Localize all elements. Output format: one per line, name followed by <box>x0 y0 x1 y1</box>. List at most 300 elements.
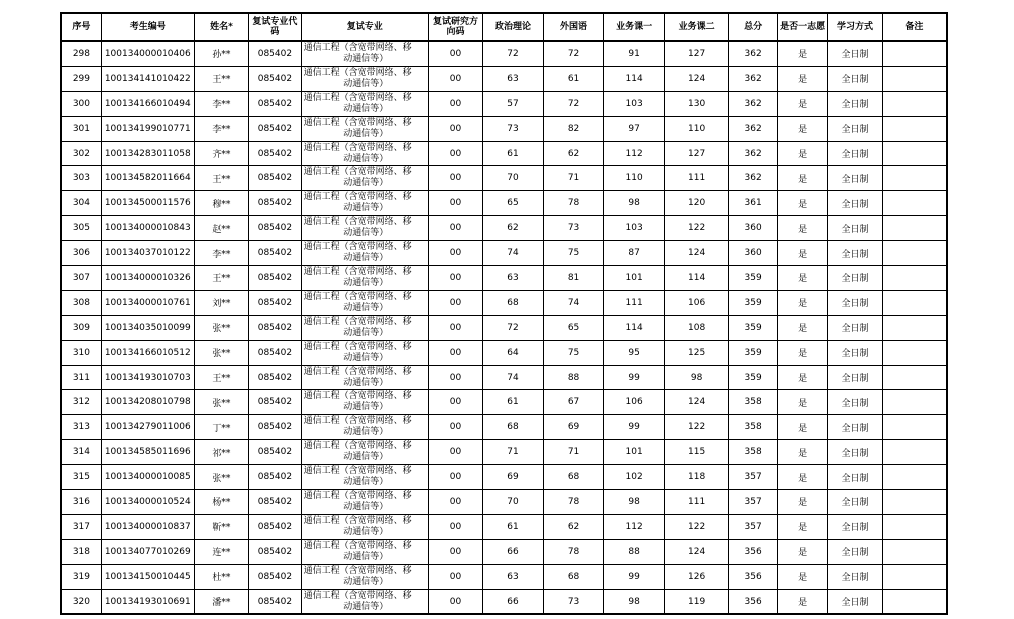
foreign-language-score-cell: 73 <box>543 589 604 614</box>
first-choice-cell: 是 <box>777 440 827 465</box>
remarks-cell <box>882 340 947 365</box>
major-cell <box>301 589 428 614</box>
direction-code-cell: 00 <box>428 365 482 390</box>
first-choice-cell: 是 <box>777 141 827 166</box>
major-line-two: 动通信等） <box>343 402 389 413</box>
first-choice-cell: 是 <box>777 290 827 315</box>
politics-score-cell: 63 <box>483 564 544 589</box>
course-one-score-cell: 101 <box>604 440 665 465</box>
exam-id-cell: 100134000010843 <box>101 216 194 241</box>
total-score-cell: 362 <box>729 116 777 141</box>
major-cell <box>301 241 428 266</box>
exam-id-cell: 100134283011058 <box>101 141 194 166</box>
course-one-score-cell: 88 <box>604 539 665 564</box>
politics-score-cell: 66 <box>483 589 544 614</box>
direction-code-cell: 00 <box>428 216 482 241</box>
major-code-cell: 085402 <box>249 141 301 166</box>
major-code-cell: 085402 <box>249 266 301 291</box>
table-row <box>61 415 947 440</box>
politics-score-cell: 68 <box>483 415 544 440</box>
course-two-score-cell: 122 <box>664 415 729 440</box>
major-line-one: 通信工程（含宽带网络、移 <box>303 67 412 78</box>
major-line-two: 动通信等） <box>343 53 389 64</box>
course-two-score-cell: 122 <box>664 216 729 241</box>
course-two-score-cell: 124 <box>664 66 729 91</box>
direction-code-cell: 00 <box>428 166 482 191</box>
total-score-cell: 356 <box>729 564 777 589</box>
direction-code-cell: 00 <box>428 465 482 490</box>
foreign-language-score-cell: 61 <box>543 66 604 91</box>
total-score-cell: 360 <box>729 216 777 241</box>
major-line-two: 动通信等） <box>343 477 389 488</box>
remarks-cell <box>882 241 947 266</box>
major-cell <box>301 340 428 365</box>
major-cell <box>301 41 428 66</box>
major-line-one: 通信工程（含宽带网络、移 <box>303 142 412 153</box>
course-two-score-cell: 124 <box>664 390 729 415</box>
politics-score-cell: 61 <box>483 390 544 415</box>
remarks-cell <box>882 266 947 291</box>
study-mode-cell: 全日制 <box>828 490 882 515</box>
seq-cell: 307 <box>61 266 101 291</box>
foreign-language-score-cell: 62 <box>543 141 604 166</box>
foreign-language-score-cell: 62 <box>543 514 604 539</box>
major-line-two: 动通信等） <box>343 551 389 562</box>
foreign-language-score-cell: 67 <box>543 390 604 415</box>
direction-code-cell: 00 <box>428 41 482 66</box>
table-row <box>61 41 947 66</box>
course-two-score-cell: 106 <box>664 290 729 315</box>
study-mode-cell: 全日制 <box>828 365 882 390</box>
politics-score-cell: 74 <box>483 241 544 266</box>
major-line-one: 通信工程（含宽带网络、移 <box>303 466 412 477</box>
direction-code-cell: 00 <box>428 514 482 539</box>
major-line-one: 通信工程（含宽带网络、移 <box>303 266 412 277</box>
foreign-language-score-cell: 78 <box>543 191 604 216</box>
course-one-score-cell: 98 <box>604 490 665 515</box>
major-code-cell: 085402 <box>249 41 301 66</box>
course-one-score-cell: 101 <box>604 266 665 291</box>
study-mode-cell: 全日制 <box>828 141 882 166</box>
politics-score-cell: 63 <box>483 66 544 91</box>
seq-cell: 311 <box>61 365 101 390</box>
remarks-cell <box>882 116 947 141</box>
seq-cell: 299 <box>61 66 101 91</box>
study-mode-cell: 全日制 <box>828 191 882 216</box>
study-mode-cell: 全日制 <box>828 266 882 291</box>
total-score-cell: 362 <box>729 41 777 66</box>
foreign-language-score-cell: 72 <box>543 91 604 116</box>
name-cell: 杨** <box>194 490 248 515</box>
name-cell: 张** <box>194 390 248 415</box>
first-choice-cell: 是 <box>777 91 827 116</box>
major-line-one: 通信工程（含宽带网络、移 <box>303 490 412 501</box>
total-score-cell: 359 <box>729 365 777 390</box>
total-score-cell: 362 <box>729 141 777 166</box>
exam-id-cell: 100134037010122 <box>101 241 194 266</box>
remarks-cell <box>882 589 947 614</box>
course-two-score-cell: 124 <box>664 241 729 266</box>
study-mode-cell: 全日制 <box>828 116 882 141</box>
foreign-language-score-cell: 71 <box>543 440 604 465</box>
name-cell: 王** <box>194 266 248 291</box>
name-cell: 张** <box>194 465 248 490</box>
seq-cell: 300 <box>61 91 101 116</box>
major-line-two: 动通信等） <box>343 377 389 388</box>
total-score-cell: 358 <box>729 440 777 465</box>
remarks-cell <box>882 191 947 216</box>
major-line-two: 动通信等） <box>343 427 389 438</box>
exam-id-cell: 100134582011664 <box>101 166 194 191</box>
remarks-cell <box>882 365 947 390</box>
study-mode-cell: 全日制 <box>828 166 882 191</box>
politics-score-cell: 63 <box>483 266 544 291</box>
major-line-one: 通信工程（含宽带网络、移 <box>303 391 412 402</box>
foreign-language-score-cell: 75 <box>543 241 604 266</box>
foreign-language-score-cell: 69 <box>543 415 604 440</box>
first-choice-cell: 是 <box>777 589 827 614</box>
foreign-language-score-cell: 74 <box>543 290 604 315</box>
total-score-cell: 360 <box>729 241 777 266</box>
name-cell: 靳** <box>194 514 248 539</box>
seq-cell: 320 <box>61 589 101 614</box>
table-row <box>61 266 947 291</box>
major-cell <box>301 539 428 564</box>
table-row <box>61 116 947 141</box>
major-line-two: 动通信等） <box>343 178 389 189</box>
foreign-language-score-cell: 73 <box>543 216 604 241</box>
course-one-score-cell: 106 <box>604 390 665 415</box>
foreign-language-score-cell: 78 <box>543 490 604 515</box>
major-code-cell: 085402 <box>249 315 301 340</box>
politics-score-cell: 72 <box>483 41 544 66</box>
name-cell: 潘** <box>194 589 248 614</box>
study-mode-cell: 全日制 <box>828 91 882 116</box>
major-line-two: 动通信等） <box>343 128 389 139</box>
header-total: 总分 <box>729 13 777 41</box>
total-score-cell: 359 <box>729 290 777 315</box>
major-line-one: 通信工程（含宽带网络、移 <box>303 565 412 576</box>
remarks-cell <box>882 290 947 315</box>
major-code-cell: 085402 <box>249 390 301 415</box>
direction-code-cell: 00 <box>428 415 482 440</box>
politics-score-cell: 57 <box>483 91 544 116</box>
course-one-score-cell: 111 <box>604 290 665 315</box>
major-cell <box>301 66 428 91</box>
first-choice-cell: 是 <box>777 465 827 490</box>
first-choice-cell: 是 <box>777 564 827 589</box>
total-score-cell: 362 <box>729 166 777 191</box>
name-cell: 孙** <box>194 41 248 66</box>
course-one-score-cell: 102 <box>604 465 665 490</box>
direction-code-cell: 00 <box>428 141 482 166</box>
header-remarks: 备注 <box>882 13 947 41</box>
foreign-language-score-cell: 65 <box>543 315 604 340</box>
header-major-code: 复试专业代码 <box>249 13 301 41</box>
remarks-cell <box>882 490 947 515</box>
remarks-cell <box>882 415 947 440</box>
course-one-score-cell: 112 <box>604 514 665 539</box>
remarks-cell <box>882 216 947 241</box>
course-one-score-cell: 114 <box>604 315 665 340</box>
name-cell: 李** <box>194 91 248 116</box>
name-cell: 李** <box>194 116 248 141</box>
politics-score-cell: 69 <box>483 465 544 490</box>
major-line-two: 动通信等） <box>343 452 389 463</box>
table-row <box>61 241 947 266</box>
score-sheet <box>60 12 948 615</box>
name-cell: 连** <box>194 539 248 564</box>
name-cell: 王** <box>194 166 248 191</box>
major-cell <box>301 266 428 291</box>
major-line-one: 通信工程（含宽带网络、移 <box>303 441 412 452</box>
course-one-score-cell: 114 <box>604 66 665 91</box>
seq-cell: 306 <box>61 241 101 266</box>
direction-code-cell: 00 <box>428 290 482 315</box>
first-choice-cell: 是 <box>777 166 827 191</box>
first-choice-cell: 是 <box>777 514 827 539</box>
major-code-cell: 085402 <box>249 465 301 490</box>
exam-id-cell: 100134193010703 <box>101 365 194 390</box>
total-score-cell: 362 <box>729 66 777 91</box>
seq-cell: 308 <box>61 290 101 315</box>
course-one-score-cell: 99 <box>604 415 665 440</box>
exam-id-cell: 100134035010099 <box>101 315 194 340</box>
total-score-cell: 359 <box>729 266 777 291</box>
table-body <box>61 41 947 614</box>
major-line-two: 动通信等） <box>343 526 389 537</box>
study-mode-cell: 全日制 <box>828 390 882 415</box>
header-exam-id: 考生编号 <box>101 13 194 41</box>
direction-code-cell: 00 <box>428 66 482 91</box>
major-code-cell: 085402 <box>249 564 301 589</box>
major-line-one: 通信工程（含宽带网络、移 <box>303 590 412 601</box>
major-cell <box>301 216 428 241</box>
first-choice-cell: 是 <box>777 539 827 564</box>
exam-id-cell: 100134150010445 <box>101 564 194 589</box>
table-row <box>61 191 947 216</box>
name-cell: 张** <box>194 340 248 365</box>
study-mode-cell: 全日制 <box>828 440 882 465</box>
exam-id-cell: 100134000010406 <box>101 41 194 66</box>
exam-id-cell: 100134000010326 <box>101 266 194 291</box>
study-mode-cell: 全日制 <box>828 216 882 241</box>
course-one-score-cell: 103 <box>604 91 665 116</box>
major-code-cell: 085402 <box>249 290 301 315</box>
header-first-choice: 是否一志愿 <box>777 13 827 41</box>
seq-cell: 305 <box>61 216 101 241</box>
table-row <box>61 141 947 166</box>
remarks-cell <box>882 390 947 415</box>
seq-cell: 310 <box>61 340 101 365</box>
major-line-one: 通信工程（含宽带网络、移 <box>303 540 412 551</box>
study-mode-cell: 全日制 <box>828 66 882 91</box>
major-cell <box>301 315 428 340</box>
first-choice-cell: 是 <box>777 340 827 365</box>
major-line-one: 通信工程（含宽带网络、移 <box>303 316 412 327</box>
course-one-score-cell: 99 <box>604 564 665 589</box>
header-course-one: 业务课一 <box>604 13 665 41</box>
table-row <box>61 365 947 390</box>
course-one-score-cell: 91 <box>604 41 665 66</box>
foreign-language-score-cell: 72 <box>543 41 604 66</box>
remarks-cell <box>882 539 947 564</box>
first-choice-cell: 是 <box>777 66 827 91</box>
major-cell <box>301 465 428 490</box>
major-line-one: 通信工程（含宽带网络、移 <box>303 242 412 253</box>
major-cell <box>301 166 428 191</box>
exam-id-cell: 100134000010085 <box>101 465 194 490</box>
direction-code-cell: 00 <box>428 91 482 116</box>
major-cell <box>301 514 428 539</box>
major-line-one: 通信工程（含宽带网络、移 <box>303 117 412 128</box>
major-code-cell: 085402 <box>249 191 301 216</box>
major-cell <box>301 290 428 315</box>
exam-id-cell: 100134500011576 <box>101 191 194 216</box>
header-major: 复试专业 <box>301 13 428 41</box>
direction-code-cell: 00 <box>428 116 482 141</box>
first-choice-cell: 是 <box>777 365 827 390</box>
seq-cell: 317 <box>61 514 101 539</box>
major-cell <box>301 141 428 166</box>
major-code-cell: 085402 <box>249 66 301 91</box>
course-one-score-cell: 98 <box>604 191 665 216</box>
major-code-cell: 085402 <box>249 116 301 141</box>
major-code-cell: 085402 <box>249 490 301 515</box>
major-line-one: 通信工程（含宽带网络、移 <box>303 217 412 228</box>
course-two-score-cell: 120 <box>664 191 729 216</box>
major-line-two: 动通信等） <box>343 352 389 363</box>
first-choice-cell: 是 <box>777 241 827 266</box>
major-line-two: 动通信等） <box>343 576 389 587</box>
major-line-two: 动通信等） <box>343 327 389 338</box>
direction-code-cell: 00 <box>428 440 482 465</box>
table-row <box>61 589 947 614</box>
direction-code-cell: 00 <box>428 390 482 415</box>
major-line-one: 通信工程（含宽带网络、移 <box>303 42 412 53</box>
direction-code-cell: 00 <box>428 589 482 614</box>
direction-code-cell: 00 <box>428 266 482 291</box>
politics-score-cell: 68 <box>483 290 544 315</box>
politics-score-cell: 66 <box>483 539 544 564</box>
first-choice-cell: 是 <box>777 216 827 241</box>
exam-id-cell: 100134141010422 <box>101 66 194 91</box>
course-two-score-cell: 115 <box>664 440 729 465</box>
header-study-mode: 学习方式 <box>828 13 882 41</box>
major-line-one: 通信工程（含宽带网络、移 <box>303 515 412 526</box>
header-course-two: 业务课二 <box>664 13 729 41</box>
table-row <box>61 216 947 241</box>
table-row <box>61 440 947 465</box>
exam-id-cell: 100134000010837 <box>101 514 194 539</box>
course-one-score-cell: 112 <box>604 141 665 166</box>
table-row <box>61 340 947 365</box>
seq-cell: 312 <box>61 390 101 415</box>
major-cell <box>301 116 428 141</box>
study-mode-cell: 全日制 <box>828 241 882 266</box>
exam-id-cell: 100134166010512 <box>101 340 194 365</box>
header-row <box>61 13 947 41</box>
major-code-cell: 085402 <box>249 216 301 241</box>
total-score-cell: 356 <box>729 539 777 564</box>
study-mode-cell: 全日制 <box>828 41 882 66</box>
exam-id-cell: 100134199010771 <box>101 116 194 141</box>
politics-score-cell: 73 <box>483 116 544 141</box>
table-row <box>61 290 947 315</box>
course-two-score-cell: 124 <box>664 539 729 564</box>
politics-score-cell: 61 <box>483 514 544 539</box>
study-mode-cell: 全日制 <box>828 415 882 440</box>
first-choice-cell: 是 <box>777 41 827 66</box>
table-row <box>61 514 947 539</box>
study-mode-cell: 全日制 <box>828 465 882 490</box>
course-two-score-cell: 127 <box>664 141 729 166</box>
major-line-two: 动通信等） <box>343 153 389 164</box>
foreign-language-score-cell: 81 <box>543 266 604 291</box>
direction-code-cell: 00 <box>428 490 482 515</box>
total-score-cell: 359 <box>729 340 777 365</box>
course-two-score-cell: 118 <box>664 465 729 490</box>
course-two-score-cell: 122 <box>664 514 729 539</box>
name-cell: 刘** <box>194 290 248 315</box>
seq-cell: 301 <box>61 116 101 141</box>
name-cell: 李** <box>194 241 248 266</box>
exam-id-cell: 100134585011696 <box>101 440 194 465</box>
remarks-cell <box>882 141 947 166</box>
exam-id-cell: 100134000010524 <box>101 490 194 515</box>
exam-id-cell: 100134193010691 <box>101 589 194 614</box>
seq-cell: 303 <box>61 166 101 191</box>
course-one-score-cell: 98 <box>604 589 665 614</box>
politics-score-cell: 74 <box>483 365 544 390</box>
politics-score-cell: 65 <box>483 191 544 216</box>
major-code-cell: 085402 <box>249 589 301 614</box>
header-foreign-language: 外国语 <box>543 13 604 41</box>
remarks-cell <box>882 440 947 465</box>
remarks-cell <box>882 514 947 539</box>
table-row <box>61 315 947 340</box>
major-code-cell: 085402 <box>249 440 301 465</box>
header-direction-code: 复试研究方向码 <box>428 13 482 41</box>
seq-cell: 314 <box>61 440 101 465</box>
total-score-cell: 357 <box>729 514 777 539</box>
politics-score-cell: 71 <box>483 440 544 465</box>
seq-cell: 315 <box>61 465 101 490</box>
exam-id-cell: 100134166010494 <box>101 91 194 116</box>
table-row <box>61 91 947 116</box>
major-code-cell: 085402 <box>249 415 301 440</box>
study-mode-cell: 全日制 <box>828 514 882 539</box>
total-score-cell: 362 <box>729 91 777 116</box>
remarks-cell <box>882 166 947 191</box>
major-cell <box>301 390 428 415</box>
major-line-two: 动通信等） <box>343 601 389 612</box>
name-cell: 祁** <box>194 440 248 465</box>
course-two-score-cell: 114 <box>664 266 729 291</box>
remarks-cell <box>882 315 947 340</box>
study-mode-cell: 全日制 <box>828 564 882 589</box>
foreign-language-score-cell: 88 <box>543 365 604 390</box>
name-cell: 张** <box>194 315 248 340</box>
remarks-cell <box>882 91 947 116</box>
foreign-language-score-cell: 75 <box>543 340 604 365</box>
course-one-score-cell: 103 <box>604 216 665 241</box>
politics-score-cell: 62 <box>483 216 544 241</box>
major-line-two: 动通信等） <box>343 253 389 264</box>
major-line-two: 动通信等） <box>343 277 389 288</box>
remarks-cell <box>882 564 947 589</box>
politics-score-cell: 72 <box>483 315 544 340</box>
